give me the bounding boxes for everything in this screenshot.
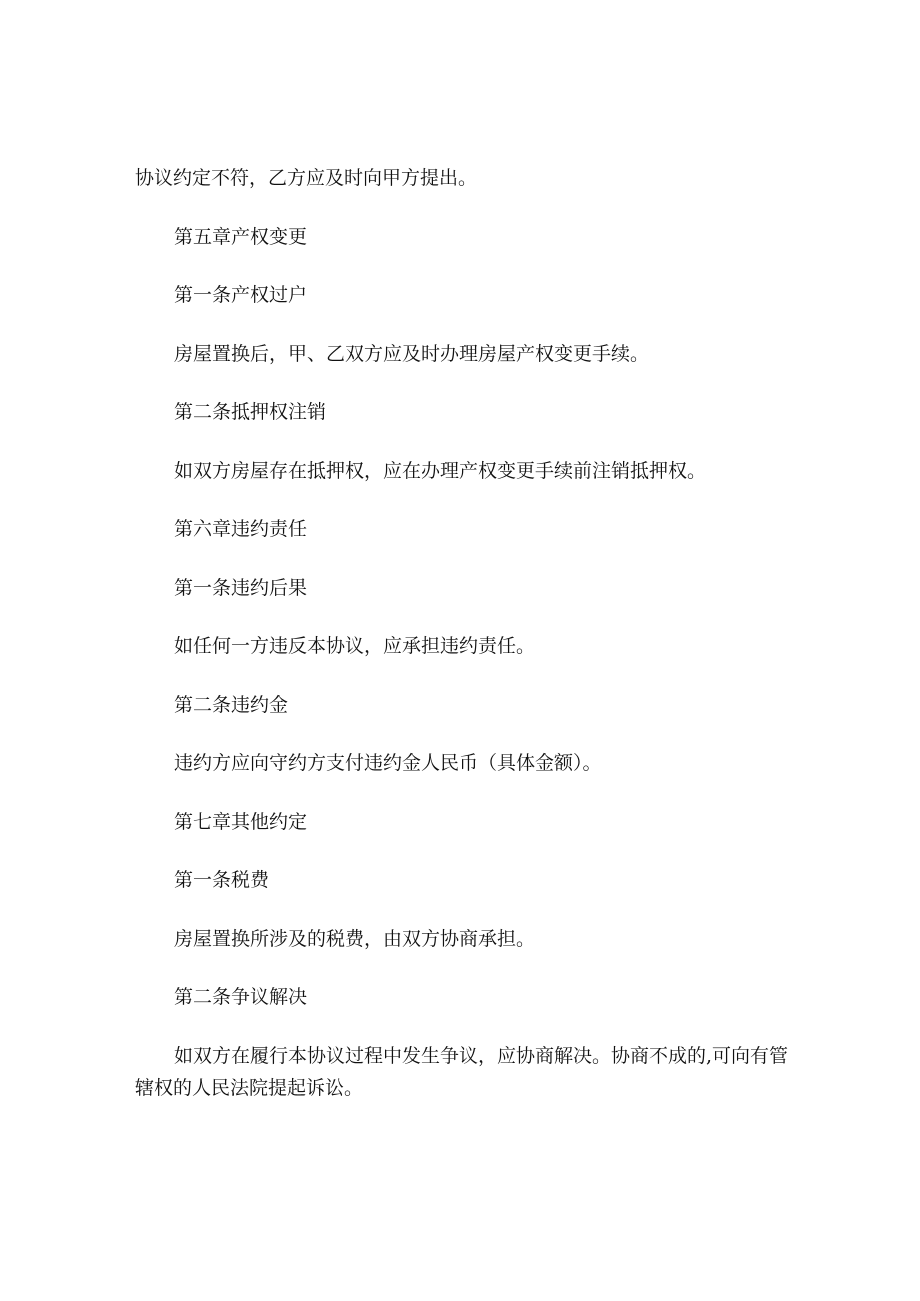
article-text: 如双方房屋存在抵押权，应在办理产权变更手续前注销抵押权。 [174, 460, 707, 482]
chapter-heading-7: 第七章其他约定 [174, 811, 308, 833]
article-heading: 第二条抵押权注销 [174, 401, 327, 423]
article-heading: 第一条产权过户 [174, 284, 308, 306]
article-text: 房屋置换所涉及的税费，由双方协商承担。 [174, 928, 536, 950]
chapter-heading-5: 第五章产权变更 [174, 226, 308, 248]
final-paragraph: 如双方在履行本协议过程中发生争议，应协商解决。协商不成的,可向有管辖权的人民法院提起诉讼。 [135, 1045, 789, 1099]
article-heading: 第二条争议解决 [174, 986, 308, 1008]
paragraph-continuation: 协议约定不符，乙方应及时向甲方提出。 [135, 167, 478, 189]
article-heading: 第二条违约金 [174, 694, 289, 716]
chapter-heading-6: 第六章违约责任 [174, 518, 308, 540]
article-text: 如任何一方违反本协议，应承担违约责任。 [174, 635, 536, 657]
article-text: 房屋置换后，甲、乙双方应及时办理房屋产权变更手续。 [174, 343, 650, 365]
article-text: 违约方应向守约方支付违约金人民币（具体金额）。 [174, 752, 602, 774]
article-heading: 第一条税费 [174, 869, 270, 891]
article-heading: 第一条违约后果 [174, 577, 308, 599]
